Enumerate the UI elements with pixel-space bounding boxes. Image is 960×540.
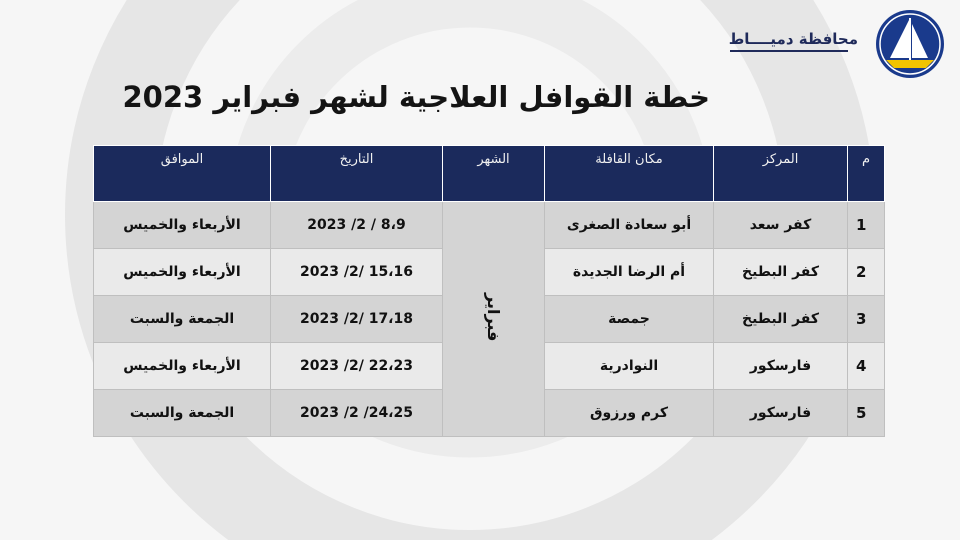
row-number: 1 (848, 202, 885, 249)
table-header-row (94, 146, 885, 202)
row-place: كرم ورزوق (545, 390, 714, 437)
row-number: 4 (848, 343, 885, 390)
governorate-name: محافظة دميــــاط (728, 30, 858, 48)
month-cell (443, 202, 545, 437)
row-place: جمصة (545, 296, 714, 343)
row-number: 2 (848, 249, 885, 296)
row-day: الجمعة والسبت (94, 390, 271, 437)
row-number: 5 (848, 390, 885, 437)
row-center: كفر سعد (714, 202, 848, 249)
column-header-date: التاريخ (271, 146, 443, 202)
convoy-plan-table (93, 145, 885, 437)
row-center: كفر البطيخ (714, 296, 848, 343)
row-date: 17،18 /2/ 2023 (271, 296, 443, 343)
row-day: الأربعاء والخميس (94, 202, 271, 249)
month-label: فبراير (484, 292, 503, 342)
row-date: 8،9 / 2/ 2023 (271, 202, 443, 249)
row-number: 3 (848, 296, 885, 343)
governorate-underline (730, 50, 848, 52)
row-day: الجمعة والسبت (94, 296, 271, 343)
row-date: 15،16 /2/ 2023 (271, 249, 443, 296)
governorate-logo (874, 8, 946, 80)
row-center: فارسكور (714, 343, 848, 390)
column-header-day: الموافق (94, 146, 271, 202)
row-place: النوادرية (545, 343, 714, 390)
column-header-place: مكان القافلة (545, 146, 714, 202)
row-place: أبو سعادة الصغرى (545, 202, 714, 249)
column-header-number: م (848, 146, 885, 202)
row-center: فارسكور (714, 390, 848, 437)
page-title: خطة القوافل العلاجية لشهر فبراير 2023 (122, 80, 710, 114)
column-header-month: الشهر (443, 146, 545, 202)
row-place: أم الرضا الجديدة (545, 249, 714, 296)
row-center: كفر البطيخ (714, 249, 848, 296)
row-date: 24،25/ 2/ 2023 (271, 390, 443, 437)
row-day: الأربعاء والخميس (94, 249, 271, 296)
row-date: 22،23 /2/ 2023 (271, 343, 443, 390)
column-header-center: المركز (714, 146, 848, 202)
row-day: الأربعاء والخميس (94, 343, 271, 390)
table-row (94, 202, 885, 249)
